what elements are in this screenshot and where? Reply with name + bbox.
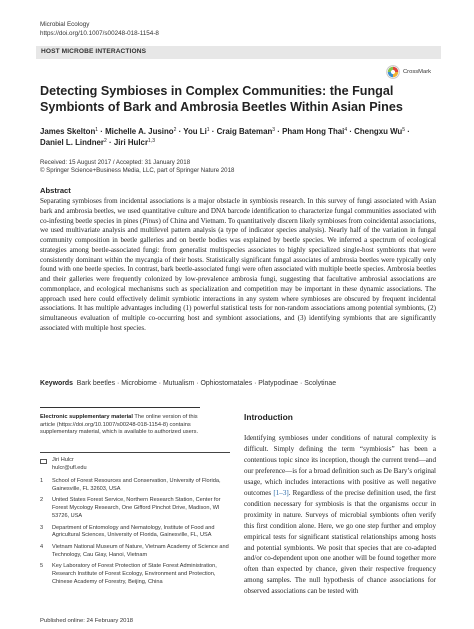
crossmark-badge[interactable] <box>386 65 431 79</box>
affiliation-text: Key Laboratory of Forest Protection of State Forest Administration, Research Institute of Forest Ecology, Environment and Protection, Chinese Academy of Forestry, Beijing, China <box>52 563 217 585</box>
author-affiliation-mark: 5 <box>402 127 406 133</box>
affiliation-item <box>40 544 230 559</box>
keywords-label: Keywords <box>40 380 73 387</box>
affiliation-item <box>40 478 230 493</box>
genus-name: Pinus <box>142 216 159 225</box>
introduction-text <box>244 433 436 597</box>
esm-text-after: ) contains supplementary material, which is available to authorized users. <box>40 421 199 436</box>
crossmark-label: CrossMark <box>403 69 432 75</box>
intro-text-after: . Regardless of the precise definition used, the first condition necessary for symbiosis is that the organisms occur in proximity in nature. Surveys of microbial symbionts often verify this first condition alone. Here, we go one step further and employ empirical tests for significant statistical relationships among hosts and potential symbionts. We posit that species that are co-adapted and/or co-dependent upon one another will be found together more often than expected by chance, given their respective frequency among samples. The null hypothesis of chance associations for observed associations can be tested with <box>244 488 437 596</box>
published-date: Published online: 24 February 2018 <box>40 618 134 624</box>
author-name: You Li <box>183 127 207 136</box>
keywords-line <box>40 380 440 387</box>
author-name: Pham Hong Thai <box>282 127 345 136</box>
affiliation-number: 2 <box>40 497 44 504</box>
journal-name: Microbial Ecology <box>40 21 90 28</box>
introduction-heading: Introduction <box>244 412 293 422</box>
copyright-line: © Springer Science+Business Media, LLC, part of Springer Nature 2018 <box>40 167 235 175</box>
author-affiliation-mark: 1,3 <box>148 138 155 145</box>
author-affiliation-mark: 3 <box>272 127 276 133</box>
affiliation-number: 1 <box>40 478 44 484</box>
author-name: Craig Bateman <box>216 127 273 136</box>
intro-text-before: Identifying symbioses under conditions of natural complexity is difficult. Simply defining the term “symbiosis” has been a contentious topic since its inception, though the current trend—and our preference—is for a broad definition such as De Bary’s original usage, which includes interactions with positive as well negative outcomes <box>244 434 436 497</box>
section-label-bar <box>36 46 441 59</box>
abstract-heading: Abstract <box>40 186 71 195</box>
affiliation-text: Department of Entomology and Nematology, Institute of Food and Agricultural Sciences, University of Florida, Gainesville, FL, USA <box>52 524 215 539</box>
section-label: HOST MICROBE INTERACTIONS <box>41 48 147 55</box>
esm-text-before: The online version of this article ( <box>40 414 198 428</box>
author-affiliation-mark: 1 <box>95 127 99 133</box>
correspondence-rule <box>40 452 230 453</box>
author-name: Daniel L. Lindner <box>40 138 105 148</box>
author-affiliation-mark: 1 <box>206 127 210 133</box>
esm-label: Electronic supplementary material <box>40 414 133 420</box>
keywords-list: Bark beetles · Microbiome · Mutualism · Ophiostomatales · Platypodinae · Scolytinae <box>76 380 337 387</box>
affiliation-number: 3 <box>40 524 44 531</box>
abstract-text: Separating symbioses from incidental associations is a major obstacle in symbiosis research. In this survey of fungi associated with Asian bark and ambrosia beetles, we used quantitative culture and DNA barcode identification to characterize fungal communities associated with co-infesting beetle species in pines (Pinus) of China and Vietnam. To quantitatively discern likely symbioses from coincidental associations, we used multivariate analysis and multilevel pattern analysis (a type of indicator species analysis). Nearly half of the variation in fungal community composition in beetle galleries and on beetle bodies was explained by beetle species. We inferred a spectrum of ecological strategies among beetle-associated fungi: from generalist multispecies associates to highly specialized single-host symbionts that were consistently dominant within the mycangia of their hosts. Statistically significant fungal associates of ambrosia beetles were typically only found with one beetle species. In contrast, bark beetle-associated fungi were often associated with multiple beetle species. Ambrosia beetles and their galleries were frequently colonized by low-prevalence ambrosia fungi, suggesting that facultative ambrosial associations are commonplace, and ecological mechanisms such as specialization and competition may be important in these dynamic associations. The approach used here could effectively delimit symbiotic interactions in any system where symbioses are obscured by frequent incidental associations. It has multiple advantages including (1) powerful statistical tests for non-random associations among potential symbionts, (2) simultaneous evaluation of multiple co-occurring host and symbiont associations, and (3) identifying symbionts that are significantly associated with multiple host species. <box>40 197 437 332</box>
esm-link[interactable]: https://doi.org/10.1007/s00248-018-1154-8 <box>58 421 167 428</box>
affiliation-text: United States Forest Service, Northern Research Station, Center for Forest Mycology Research, One Gifford Pinchot Drive, Madison, WI 53726, USA <box>52 497 221 519</box>
intro-citation[interactable]: [1–3] <box>273 488 289 497</box>
affiliation-item <box>40 563 230 586</box>
author-name: Chengxu Wu <box>354 127 403 136</box>
author-affiliation-mark: 4 <box>344 127 348 133</box>
affiliation-item <box>40 497 230 520</box>
supplementary-note <box>40 414 208 437</box>
author-list: James Skelton$^1$ · Michelle A. Jusino$^2$ · You $Li^1$ · Craig Bateman$^3$ · Pham Hong Thai$^4$ · Chengxu $Wu^5$ · Daniel L. Lindner$^2$ · Jiri Hulcr$^{1,3}$ <box>40 127 410 148</box>
envelope-icon <box>40 459 47 464</box>
article-doi[interactable]: https://doi.org/10.1007/s00248-018-1154-8 <box>40 29 159 37</box>
affiliation-item <box>40 525 230 540</box>
article-title: Detecting Symbioses in Complex Communities: the Fungal Symbionts of Bark and Ambrosia Beetles Within Asian Pines <box>40 84 403 114</box>
footnote-rule <box>40 407 200 408</box>
affiliation-number: 4 <box>40 543 44 550</box>
journal-header <box>40 21 159 38</box>
affiliation-text: School of Forest Resources and Conservation, University of Florida, Gainesville, FL 32603, USA <box>52 478 221 492</box>
dates-line: Received: 15 August 2017 / Accepted: 31 January 2018 <box>40 159 191 166</box>
author-name: James Skelton <box>40 127 96 136</box>
affiliation-number: 5 <box>40 563 44 570</box>
corresponding-email[interactable]: hulcr@ufl.edu <box>52 465 87 471</box>
crossmark-icon <box>386 65 400 79</box>
author-name: Michelle A. Jusino <box>105 127 174 136</box>
corresponding-author: Jiri Hulcr <box>52 457 74 463</box>
affiliation-list <box>40 478 230 590</box>
author-affiliation-mark: 2 <box>173 127 177 133</box>
affiliation-text: Vietnam National Museum of Nature, Vietnam Academy of Science and Technology, Cau Giay, Hanoi, Vietnam <box>52 543 229 558</box>
received-dates <box>40 159 234 176</box>
author-name: Jiri Hulcr <box>113 138 149 148</box>
author-affiliation-mark: 2 <box>104 138 107 145</box>
